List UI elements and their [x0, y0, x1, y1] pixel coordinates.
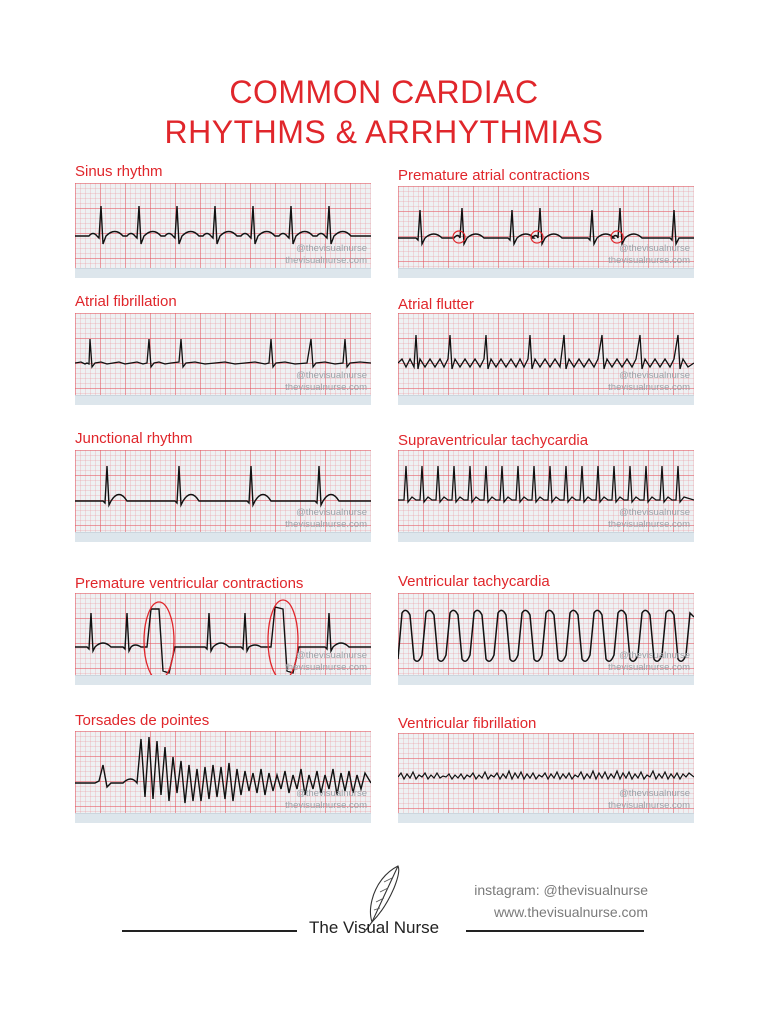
rhythm-label-junctional: Junctional rhythm [75, 430, 193, 447]
website-link[interactable]: www.thevisualnurse.com [493, 904, 648, 920]
watermark-site: thevisualnurse.com [285, 800, 367, 811]
watermark-site: thevisualnurse.com [608, 382, 690, 393]
rhythm-label-torsades: Torsades de pointes [75, 712, 210, 729]
watermark-handle: @thevisualnurse [619, 243, 690, 254]
watermark-handle: @thevisualnurse [296, 650, 367, 661]
watermark-handle: @thevisualnurse [619, 788, 690, 799]
ecg-strip-vtach [398, 593, 694, 685]
ecg-strip-vfib [398, 733, 694, 823]
rhythm-label-sinus: Sinus rhythm [75, 163, 163, 180]
watermark-handle: @thevisualnurse [296, 507, 367, 518]
watermark-handle: @thevisualnurse [296, 788, 367, 799]
ecg-strip-pac [398, 186, 694, 278]
ecg-strip-pvc [75, 593, 371, 685]
rhythm-label-afib: Atrial fibrillation [75, 293, 177, 310]
rhythm-label-aflutter: Atrial flutter [398, 296, 474, 313]
ecg-strip-afib [75, 313, 371, 405]
instagram-handle: instagram: @thevisualnurse [474, 882, 648, 898]
ecg-strip-sinus [75, 183, 371, 278]
footer-rule-left [122, 930, 297, 932]
rhythm-label-pvc: Premature ventricular contractions [75, 575, 304, 592]
watermark-site: thevisualnurse.com [285, 662, 367, 673]
brand-name: The Visual Nurse [309, 918, 440, 937]
rhythm-label-vtach: Ventricular tachycardia [398, 573, 550, 590]
watermark-site: thevisualnurse.com [608, 662, 690, 673]
watermark-site: thevisualnurse.com [285, 382, 367, 393]
rhythm-label-pac: Premature atrial contractions [398, 167, 590, 184]
watermark-site: thevisualnurse.com [608, 255, 690, 266]
watermark-site: thevisualnurse.com [608, 800, 690, 811]
watermark-handle: @thevisualnurse [296, 243, 367, 254]
footer-rule-right [466, 930, 644, 932]
ecg-strip-svt [398, 450, 694, 542]
watermark-site: thevisualnurse.com [608, 519, 690, 530]
watermark-site: thevisualnurse.com [285, 519, 367, 530]
page-title-line-2: RHYTHMS & ARRHYTHMIAS [164, 114, 604, 150]
watermark-site: thevisualnurse.com [285, 255, 367, 266]
ecg-strip-junctional [75, 450, 371, 542]
rhythm-label-vfib: Ventricular fibrillation [398, 715, 537, 732]
watermark-handle: @thevisualnurse [619, 370, 690, 381]
watermark-handle: @thevisualnurse [619, 507, 690, 518]
watermark-handle: @thevisualnurse [296, 370, 367, 381]
page-title-line-1: COMMON CARDIAC [229, 74, 539, 110]
rhythm-label-svt: Supraventricular tachycardia [398, 432, 589, 449]
watermark-handle: @thevisualnurse [619, 650, 690, 661]
ecg-strip-torsades [75, 731, 371, 823]
ecg-strip-aflutter [398, 313, 694, 405]
